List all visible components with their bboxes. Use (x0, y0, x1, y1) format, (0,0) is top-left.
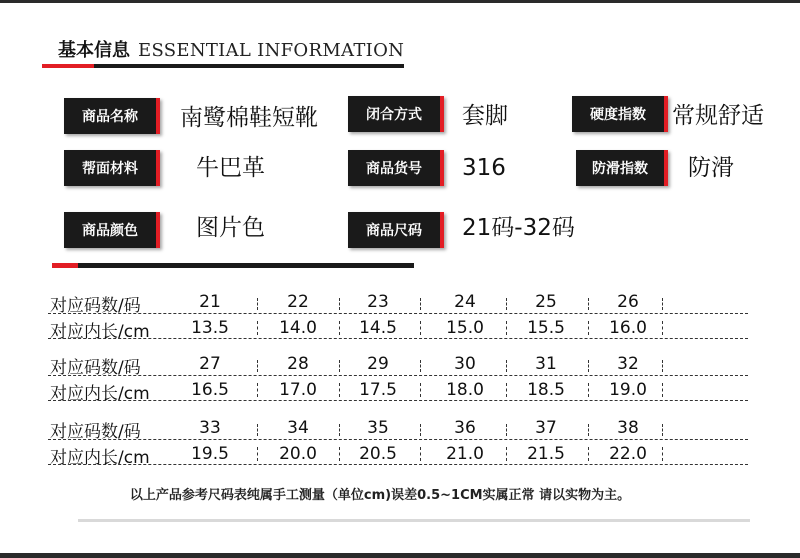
length-value: 16.0 (609, 318, 647, 338)
column-divider (257, 321, 258, 335)
size-value: 22 (287, 292, 309, 312)
value-item-no: 316 (462, 155, 506, 181)
row-divider (48, 375, 748, 376)
column-divider (420, 383, 421, 397)
length-value: 17.0 (279, 380, 317, 400)
size-label: 对应码数/码 (50, 358, 141, 378)
column-divider (257, 383, 258, 397)
separator-bar (78, 263, 414, 268)
size-value: 29 (367, 354, 389, 374)
column-divider (339, 447, 340, 461)
size-group-2 (48, 352, 750, 404)
column-divider (506, 383, 507, 397)
column-divider (420, 360, 421, 372)
length-label: 对应内长/cm (50, 322, 150, 342)
label-product-name: 商品名称 (64, 98, 160, 134)
length-value: 22.0 (609, 444, 647, 464)
note-underline (78, 519, 750, 522)
column-divider (588, 383, 589, 397)
size-value: 38 (617, 418, 639, 438)
column-divider (506, 321, 507, 335)
value-color: 图片色 (196, 215, 265, 241)
row-divider (48, 338, 748, 339)
size-value: 33 (199, 418, 221, 438)
column-divider (506, 360, 507, 372)
length-label: 对应内长/cm (50, 448, 150, 468)
top-border (0, 0, 800, 3)
size-value: 23 (367, 292, 389, 312)
column-divider (506, 298, 507, 310)
label-upper-material: 帮面材料 (64, 150, 160, 186)
length-value: 19.0 (609, 380, 647, 400)
size-group-3 (48, 416, 750, 468)
size-value: 31 (535, 354, 557, 374)
column-divider (588, 424, 589, 436)
length-value: 13.5 (191, 318, 229, 338)
length-value: 21.0 (446, 444, 484, 464)
label-size: 商品尺码 (348, 212, 444, 248)
value-anti-slip: 防滑 (688, 155, 734, 181)
size-value: 25 (535, 292, 557, 312)
size-label: 对应码数/码 (50, 422, 141, 442)
label-item-no: 商品货号 (348, 150, 444, 186)
size-label: 对应码数/码 (50, 296, 141, 316)
size-value: 35 (367, 418, 389, 438)
header-accent-red (42, 64, 94, 68)
size-value: 24 (454, 292, 476, 312)
column-divider (588, 298, 589, 310)
length-value: 20.0 (279, 444, 317, 464)
column-divider (420, 424, 421, 436)
column-divider (662, 383, 663, 397)
column-divider (420, 321, 421, 335)
size-value: 28 (287, 354, 309, 374)
column-divider (339, 383, 340, 397)
label-anti-slip: 防滑指数 (576, 150, 668, 186)
column-divider (420, 447, 421, 461)
length-value: 18.5 (527, 380, 565, 400)
value-closure: 套脚 (462, 103, 508, 129)
size-value: 27 (199, 354, 221, 374)
column-divider (339, 298, 340, 310)
column-divider (257, 360, 258, 372)
length-value: 14.5 (359, 318, 397, 338)
length-label: 对应内长/cm (50, 384, 150, 404)
column-divider (662, 360, 663, 372)
column-divider (506, 424, 507, 436)
length-value: 14.0 (279, 318, 317, 338)
row-divider (48, 313, 748, 314)
column-divider (257, 298, 258, 310)
length-value: 15.0 (446, 318, 484, 338)
column-divider (588, 360, 589, 372)
value-hardness: 常规舒适 (672, 103, 764, 129)
section-title-en: ESSENTIAL INFORMATION (138, 40, 405, 61)
label-color: 商品颜色 (64, 212, 160, 248)
header-underline (94, 64, 404, 68)
value-product-name: 南鹭棉鞋短靴 (180, 105, 318, 131)
value-upper-material: 牛巴革 (196, 155, 265, 181)
value-size: 21码-32码 (462, 215, 575, 241)
size-value: 26 (617, 292, 639, 312)
row-divider (48, 439, 748, 440)
length-value: 21.5 (527, 444, 565, 464)
label-closure: 闭合方式 (348, 96, 444, 132)
row-divider (48, 464, 748, 465)
length-value: 19.5 (191, 444, 229, 464)
section-title-cn: 基本信息 (58, 40, 130, 61)
column-divider (257, 424, 258, 436)
bottom-border (0, 553, 800, 558)
length-value: 15.5 (527, 318, 565, 338)
size-value: 36 (454, 418, 476, 438)
row-divider (48, 400, 748, 401)
column-divider (506, 447, 507, 461)
separator-accent-red (52, 263, 78, 268)
size-value: 30 (454, 354, 476, 374)
size-value: 32 (617, 354, 639, 374)
column-divider (420, 298, 421, 310)
column-divider (339, 424, 340, 436)
column-divider (339, 360, 340, 372)
column-divider (588, 321, 589, 335)
length-value: 16.5 (191, 380, 229, 400)
length-value: 20.5 (359, 444, 397, 464)
size-group-1 (48, 290, 750, 342)
measurement-note: 以上产品参考尺码表纯属手工测量（单位cm)误差0.5~1CM实属正常 请以实物为主。 (129, 488, 631, 503)
length-value: 17.5 (359, 380, 397, 400)
column-divider (588, 447, 589, 461)
length-value: 18.0 (446, 380, 484, 400)
size-value: 21 (199, 292, 221, 312)
size-value: 34 (287, 418, 309, 438)
column-divider (339, 321, 340, 335)
column-divider (662, 321, 663, 335)
column-divider (662, 424, 663, 436)
size-value: 37 (535, 418, 557, 438)
label-hardness: 硬度指数 (572, 96, 668, 132)
section-header (58, 36, 404, 62)
column-divider (257, 447, 258, 461)
column-divider (662, 447, 663, 461)
column-divider (662, 298, 663, 310)
